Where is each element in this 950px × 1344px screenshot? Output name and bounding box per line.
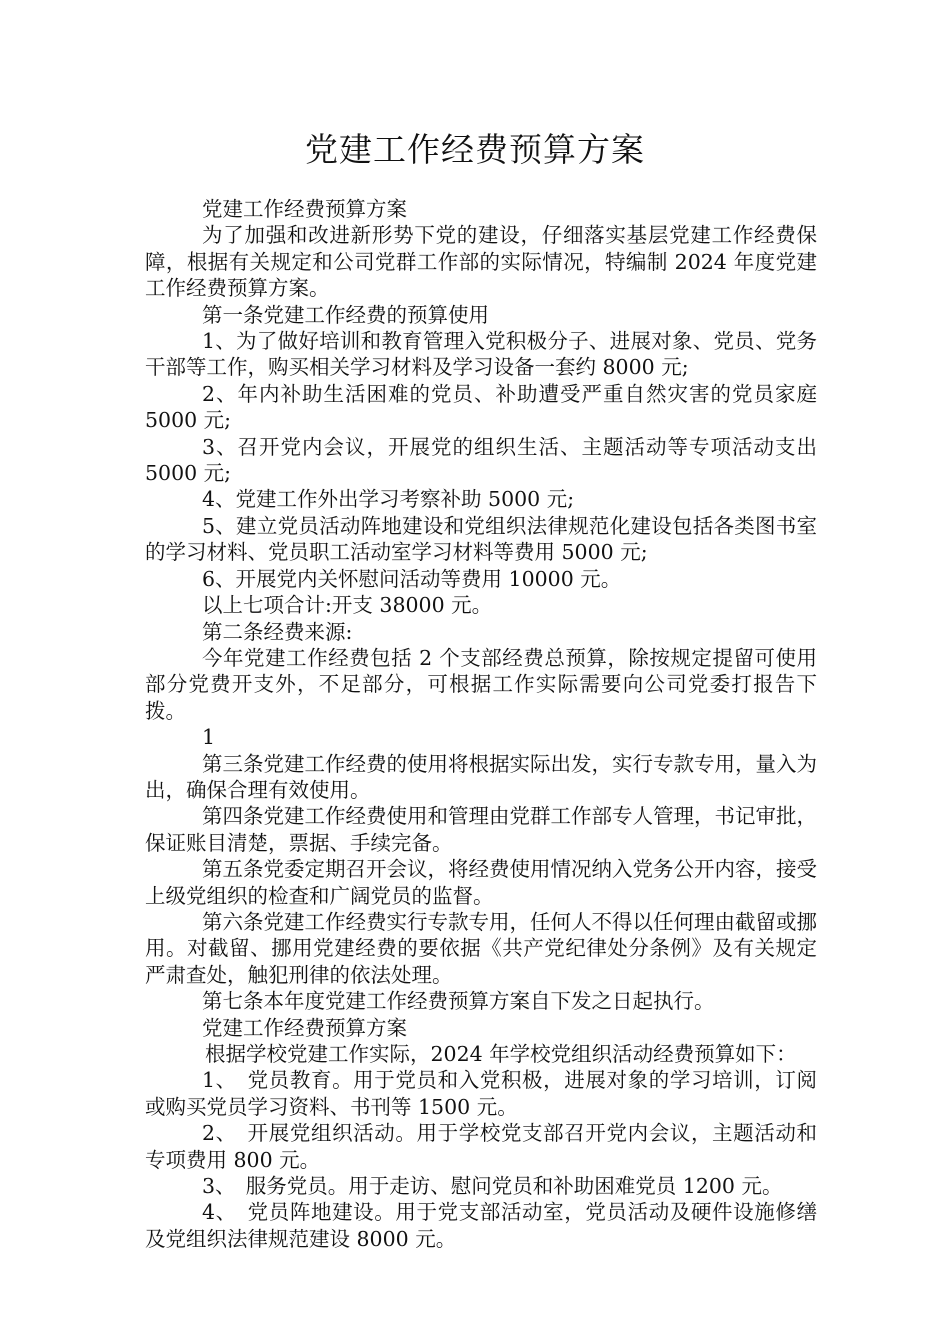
paragraph-subtitle-2: 党建工作经费预算方案 (202, 1015, 407, 1040)
paragraph-school-item-1: 1、 党员教育。用于党员和入党积极，进展对象的学习培训，订阅或购买党员学习资料、书刊等 1500 元。 (145, 1068, 817, 1119)
paragraph-school-item-4: 4、 党员阵地建设。用于党支部活动室，党员活动及硬件设施修缮及党组织法律规范建设 8000 元。 (145, 1200, 817, 1251)
paragraph-item-5: 5、建立党员活动阵地建设和党组织法律规范化建设包括各类图书室的学习材料、党员职工活动室学习材料等费用 5000 元; (145, 513, 817, 565)
paragraph-article-1: 第一条党建工作经费的预算使用 (202, 302, 489, 327)
paragraph-school-item-2: 2、 开展党组织活动。用于学校党支部召开党内会议，主题活动和专项费用 800 元。 (145, 1121, 817, 1172)
document-body (145, 196, 817, 1252)
document-title: 党建工作经费预算方案 (305, 130, 645, 169)
paragraph-item-1: 1、为了做好培训和教育管理入党积极分子、进展对象、党员、党务干部等工作，购买相关学习材料及学习设备一套约 8000 元; (145, 329, 817, 380)
paragraph-intro: 为了加强和改进新形势下党的建设，仔细落实基层党建工作经费保障，根据有关规定和公司党群工作部的实际情况，特编制 2024 年度党建工作经费预算方案。 (145, 223, 817, 301)
paragraph-article-4: 第四条党建工作经费使用和管理由党群工作部专人管理，书记审批，保证账目清楚，票据、手续完备。 (145, 804, 817, 855)
paragraph-item-3: 3、召开党内会议，开展党的组织生活、主题活动等专项活动支出 5000 元; (145, 434, 817, 486)
page-number: 1 (202, 725, 216, 750)
paragraph-article-6: 第六条党建工作经费实行专款专用，任何人不得以任何理由截留或挪用。对截留、挪用党建经费的要依据《共产党纪律处分条例》及有关规定严肃查处，触犯刑律的依法处理。 (145, 909, 817, 987)
paragraph-article-5: 第五条党委定期召开会议，将经费使用情况纳入党务公开内容，接受上级党组织的检查和广阔党员的监督。 (145, 857, 817, 908)
paragraph-school-item-3: 3、 服务党员。用于走访、慰问党员和补助困难党员 1200 元。 (202, 1174, 783, 1199)
paragraph-item-6: 6、开展党内关怀慰问活动等费用 10000 元。 (202, 566, 622, 591)
paragraph-subtitle: 党建工作经费预算方案 (202, 197, 407, 221)
paragraph-article-2: 第二条经费来源: (202, 619, 353, 644)
paragraph-article-7: 第七条本年度党建工作经费预算方案自下发之日起执行。 (202, 989, 715, 1014)
paragraph-funding-source: 今年党建工作经费包括 2 个支部经费总预算，除按规定提留可使用部分党费开支外，不足部分，可根据工作实际需要向公司党委打报告下拨。 (145, 645, 817, 723)
paragraph-item-4: 4、党建工作外出学习考察补助 5000 元; (202, 487, 575, 512)
paragraph-item-2: 2、年内补助生活困难的党员、补助遭受严重自然灾害的党员家庭 5000 元; (145, 381, 817, 433)
paragraph-school-intro: 根据学校党建工作实际，2024 年学校党组织活动经费预算如下： (205, 1042, 797, 1066)
paragraph-total: 以上七项合计:开支 38000 元。 (202, 593, 493, 618)
paragraph-article-3: 第三条党建工作经费的使用将根据实际出发，实行专款专用，量入为出，确保合理有效使用。 (145, 751, 817, 802)
